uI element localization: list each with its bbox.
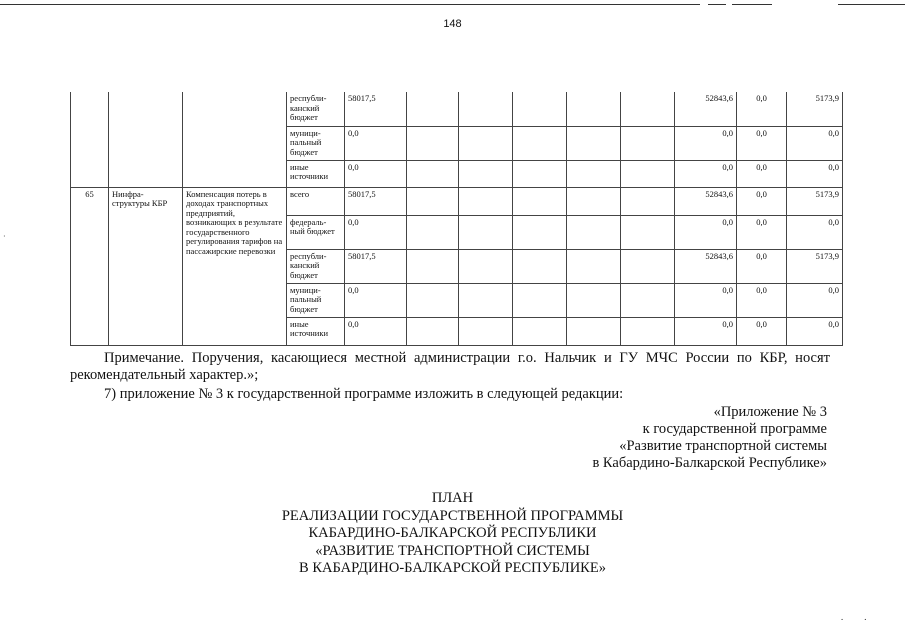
cell-year (407, 187, 459, 215)
header-rule-dash (732, 4, 772, 5)
cell-measure (183, 92, 287, 187)
table-row (71, 92, 843, 126)
title-line: В КАБАРДИНО-БАЛКАРСКОЙ РЕСПУБЛИКЕ» (299, 560, 606, 576)
cell-year: 0,0 (737, 283, 787, 317)
cell-source: муници-пальный бюджет (287, 126, 345, 160)
cell-year: 0,0 (737, 317, 787, 345)
cell-year (621, 249, 675, 283)
cell-total: 58017,5 (345, 249, 407, 283)
appendix-line: «Приложение № 3 (713, 404, 827, 420)
cell-year (459, 215, 513, 249)
cell-year: 52843,6 (675, 187, 737, 215)
cell-year (621, 317, 675, 345)
cell-year (621, 92, 675, 126)
cell-year: 0,0 (787, 215, 843, 249)
cell-year (513, 317, 567, 345)
cell-year (459, 160, 513, 187)
cell-num (71, 92, 109, 187)
cell-year (407, 160, 459, 187)
amendment-item: 7) приложение № 3 к государственной программе изложить в следующей редакции: (104, 386, 624, 402)
cell-total: 58017,5 (345, 92, 407, 126)
cell-year (513, 249, 567, 283)
cell-year: 0,0 (787, 160, 843, 187)
appendix-line: к государственной программе (642, 421, 827, 437)
header-rule (0, 4, 700, 5)
header-rule-dash (708, 4, 726, 5)
cell-year (407, 283, 459, 317)
cell-year: 0,0 (737, 187, 787, 215)
cell-measure: Компенсация потерь в доходах транспортных предприятий, возникающих в результате государственного регулирования тарифов на пассажирские перевозки (183, 187, 287, 345)
table-note: Примечание. Поручения, касающиеся местной администрации г.о. Нальчик и ГУ МЧС России по КБР, носят рекомендательный характер.»; (70, 350, 830, 383)
cell-year: 5173,9 (787, 92, 843, 126)
appendix-reference (467, 404, 827, 472)
cell-total: 0,0 (345, 317, 407, 345)
scan-specks: ˙˙ (840, 618, 887, 629)
cell-total: 0,0 (345, 215, 407, 249)
appendix-line: в Кабардино-Балкарской Республике» (592, 455, 827, 471)
cell-year (459, 92, 513, 126)
cell-year (513, 92, 567, 126)
title-line: КАБАРДИНО-БАЛКАРСКОЙ РЕСПУБЛИКИ (308, 525, 597, 541)
cell-source: иные источники (287, 317, 345, 345)
cell-executor: Нинфра-структуры КБР (109, 187, 183, 345)
cell-year: 0,0 (787, 283, 843, 317)
cell-year (567, 215, 621, 249)
cell-year (407, 249, 459, 283)
cell-source: республи-канский бюджет (287, 249, 345, 283)
cell-year (513, 160, 567, 187)
cell-year: 0,0 (737, 160, 787, 187)
cell-year: 0,0 (737, 249, 787, 283)
cell-year (513, 215, 567, 249)
cell-total: 58017,5 (345, 187, 407, 215)
cell-year (407, 215, 459, 249)
cell-year: 0,0 (737, 215, 787, 249)
cell-year (621, 215, 675, 249)
title-line: ПЛАН (431, 490, 474, 506)
cell-year: 0,0 (737, 126, 787, 160)
cell-year (567, 187, 621, 215)
cell-year: 0,0 (675, 283, 737, 317)
cell-source: муници-пальный бюджет (287, 283, 345, 317)
cell-total: 0,0 (345, 126, 407, 160)
cell-year (567, 249, 621, 283)
cell-year: 52843,6 (675, 92, 737, 126)
document-title (0, 490, 905, 578)
cell-year (567, 160, 621, 187)
title-line: РЕАЛИЗАЦИИ ГОСУДАРСТВЕННОЙ ПРОГРАММЫ (281, 507, 624, 524)
cell-year (621, 187, 675, 215)
cell-year: 0,0 (675, 160, 737, 187)
cell-year: 5173,9 (787, 187, 843, 215)
cell-year (567, 92, 621, 126)
scan-speck: · (3, 232, 6, 241)
plan-table (70, 92, 843, 346)
cell-year (513, 126, 567, 160)
cell-executor (109, 92, 183, 187)
appendix-line: «Развитие транспортной системы (619, 438, 827, 454)
cell-year: 0,0 (675, 215, 737, 249)
cell-year (459, 283, 513, 317)
cell-source: республи-канский бюджет (287, 92, 345, 126)
cell-year (407, 126, 459, 160)
page-number: 148 (443, 18, 462, 30)
cell-year (513, 187, 567, 215)
cell-total: 0,0 (345, 283, 407, 317)
cell-year (621, 126, 675, 160)
cell-year: 52843,6 (675, 249, 737, 283)
cell-year (459, 249, 513, 283)
cell-year: 0,0 (675, 126, 737, 160)
cell-year (567, 283, 621, 317)
cell-total: 0,0 (345, 160, 407, 187)
cell-year (567, 126, 621, 160)
cell-year (407, 92, 459, 126)
cell-year (459, 187, 513, 215)
cell-source: всего (287, 187, 345, 215)
cell-source: федераль-ный бюджет (287, 215, 345, 249)
cell-source: иные источники (287, 160, 345, 187)
cell-year (513, 283, 567, 317)
cell-year (407, 317, 459, 345)
title-line: «РАЗВИТИЕ ТРАНСПОРТНОЙ СИСТЕМЫ (315, 542, 590, 559)
cell-year (621, 283, 675, 317)
cell-year: 5173,9 (787, 249, 843, 283)
cell-year (459, 317, 513, 345)
cell-year: 0,0 (675, 317, 737, 345)
table-row (71, 187, 843, 215)
cell-year: 0,0 (787, 317, 843, 345)
cell-year: 0,0 (787, 126, 843, 160)
cell-year (621, 160, 675, 187)
cell-year: 0,0 (737, 92, 787, 126)
cell-year (459, 126, 513, 160)
cell-year (567, 317, 621, 345)
cell-num: 65 (71, 187, 109, 345)
header-rule-dash (838, 4, 905, 5)
